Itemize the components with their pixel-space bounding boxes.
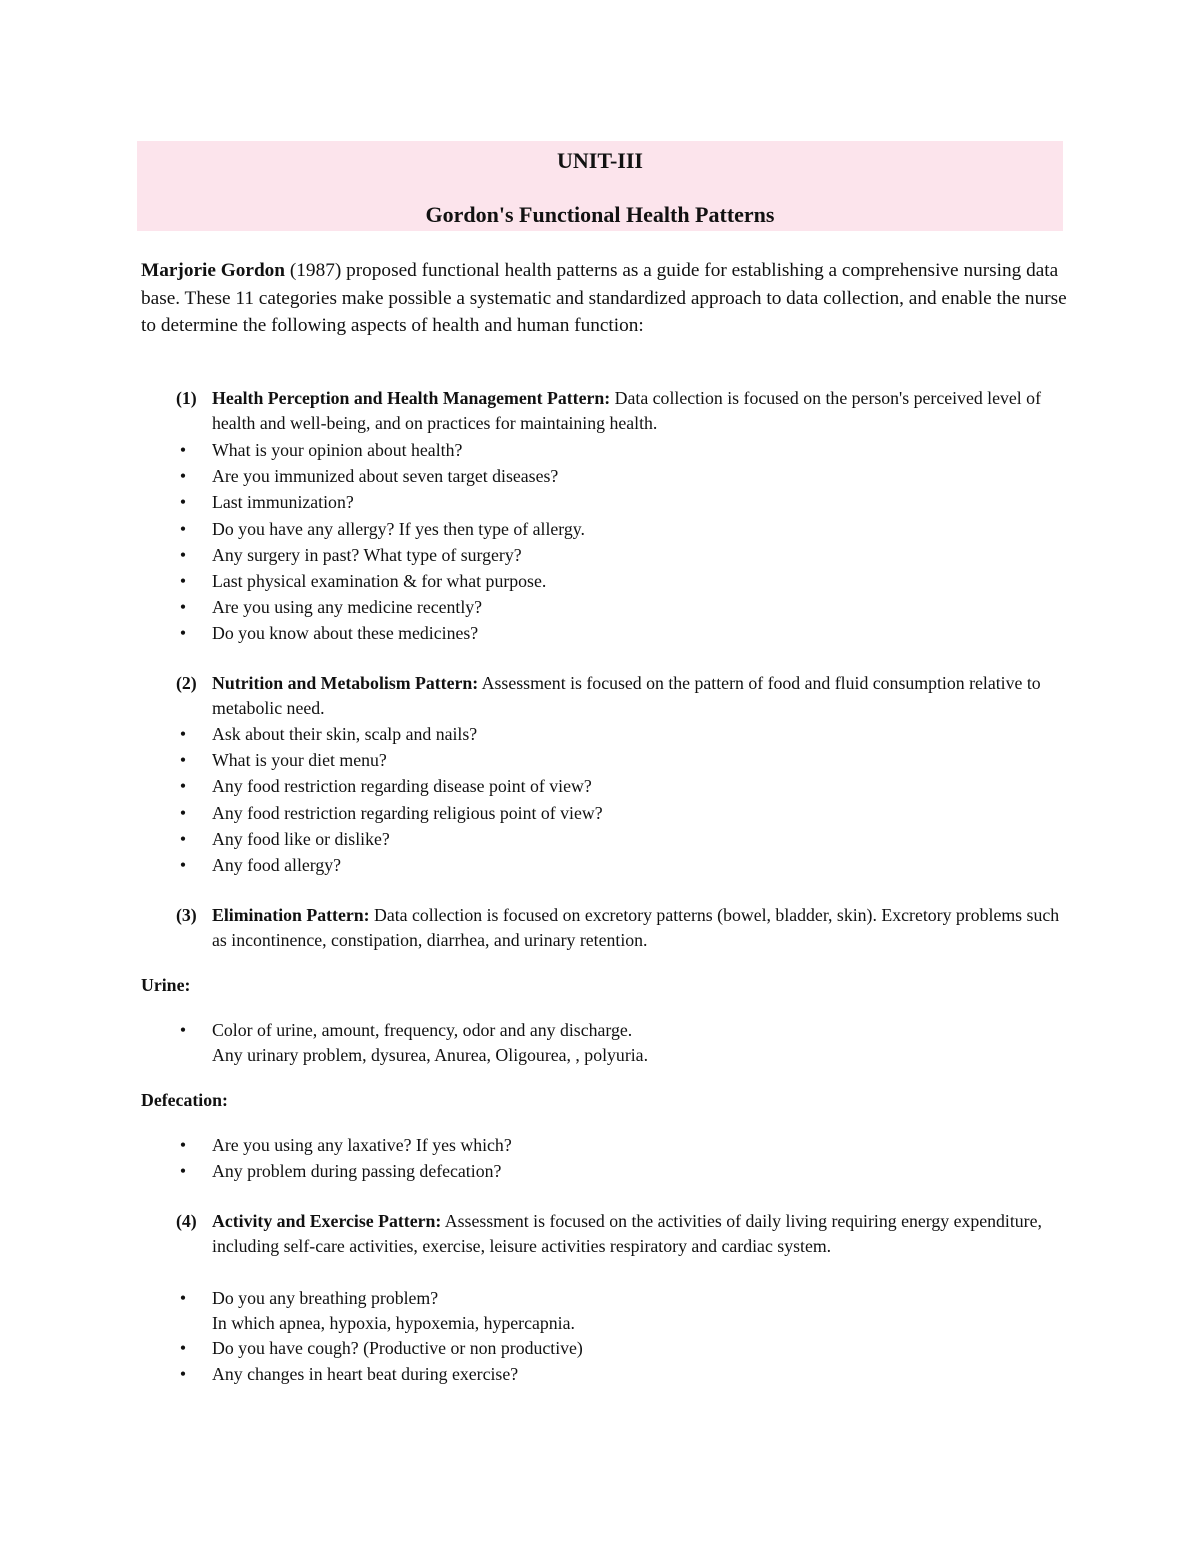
- breathing-subline: In which apnea, hypoxia, hypoxemia, hypercapnia.: [212, 1313, 575, 1334]
- list-item: • Any surgery in past? What type of surgery?: [176, 542, 1056, 568]
- list-item: • What is your diet menu?: [176, 747, 1056, 773]
- list-item: • Any food restriction regarding disease point of view?: [176, 773, 1056, 799]
- urine-label: Urine:: [141, 975, 191, 995]
- bullet-icon: •: [179, 1338, 187, 1359]
- section-2-list: [176, 721, 1056, 878]
- list-item: • Do you know about these medicines?: [176, 620, 1056, 646]
- section-1-list: [176, 437, 1056, 647]
- bullet-icon: •: [179, 1020, 187, 1040]
- bullet-icon: •: [179, 597, 187, 618]
- list-item: • Any problem during passing defecation?: [176, 1158, 1056, 1184]
- intro-text: (1987) proposed functional health patterns as a guide for establishing a comprehensive nursing data base. These 11 categories make possible a systematic and standardized approach to data collection, and enable the nurse to determine the following aspects of health and human function:: [141, 260, 1067, 336]
- list-item: • Any food allergy?: [176, 852, 1056, 878]
- list-item: • Do you have any allergy? If yes then type of allergy.: [176, 516, 1056, 542]
- defecation-label: Defecation:: [141, 1090, 228, 1110]
- list-item: • Color of urine, amount, frequency, odor and any discharge. Any urinary problem, dysurea, Anurea, Oligourea, , polyuria.: [176, 1018, 1056, 1067]
- section-desc: Assessment is focused on the pattern of food and fluid consumption relative to metabolic need.: [212, 673, 1041, 718]
- urine-subline: Any urinary problem, dysurea, Anurea, Oligourea, , polyuria.: [212, 1044, 649, 1065]
- section-desc: Data collection is focused on the person's perceived level of health and well-being, and on practices for maintaining health.: [212, 388, 1041, 433]
- header-banner: [137, 141, 1063, 231]
- section-heading: Elimination Pattern:: [212, 905, 370, 925]
- section-heading: Nutrition and Metabolism Pattern:: [212, 673, 479, 693]
- bullet-icon: •: [179, 1288, 187, 1308]
- bullet-icon: •: [179, 724, 187, 744]
- bullet-icon: •: [179, 802, 187, 823]
- author-name: Marjorie Gordon: [141, 260, 286, 281]
- list-item: • Last immunization?: [176, 489, 1056, 515]
- section-desc: Data collection is focused on excretory patterns (bowel, bladder, skin). Excretory problems such as incontinence, constipation, diarrhea, and urinary retention.: [212, 905, 1060, 950]
- list-item: • Any food like or dislike?: [176, 826, 1056, 852]
- bullet-icon: •: [179, 828, 187, 849]
- section-number: (2): [176, 673, 197, 693]
- section-desc: Assessment is focused on the activities of daily living requiring energy expenditure, including self-care activities, exercise, leisure activities respiratory and cardiac system.: [212, 1211, 1042, 1256]
- list-item: • Any changes in heart beat during exercise?: [176, 1362, 1056, 1387]
- section-heading: Activity and Exercise Pattern:: [212, 1211, 442, 1231]
- list-item: • Any food restriction regarding religious point of view?: [176, 800, 1056, 826]
- section-4: [176, 1209, 1076, 1258]
- bullet-icon: •: [179, 776, 187, 797]
- bullet-icon: •: [179, 466, 187, 487]
- section-number: (3): [176, 905, 197, 925]
- bullet-icon: •: [179, 440, 187, 460]
- bullet-icon: •: [179, 1363, 187, 1384]
- section-heading: Health Perception and Health Management Pattern:: [212, 388, 611, 408]
- unit-heading: UNIT-III: [556, 148, 643, 173]
- defecation-list: [176, 1132, 1056, 1184]
- list-item: • Last physical examination & for what purpose.: [176, 568, 1056, 594]
- bullet-icon: •: [179, 1161, 187, 1182]
- section-2: [176, 671, 1076, 720]
- intro-paragraph: [141, 257, 1071, 340]
- bullet-icon: •: [179, 750, 187, 771]
- bullet-icon: •: [179, 623, 187, 644]
- bullet-icon: •: [179, 855, 187, 876]
- bullet-icon: •: [179, 518, 187, 539]
- bullet-icon: •: [179, 544, 187, 565]
- section-number: (1): [176, 388, 197, 408]
- list-item: • Are you using any medicine recently?: [176, 594, 1056, 620]
- page-title: Gordon's Functional Health Patterns: [425, 202, 775, 227]
- list-item: • Ask about their skin, scalp and nails?: [176, 721, 1056, 747]
- list-item: • What is your opinion about health?: [176, 437, 1056, 463]
- list-item: • Are you using any laxative? If yes which?: [176, 1132, 1056, 1158]
- section-number: (4): [176, 1211, 197, 1231]
- list-item: • Are you immunized about seven target diseases?: [176, 463, 1056, 489]
- list-item: • Do you have cough? (Productive or non productive): [176, 1336, 1056, 1361]
- bullet-icon: •: [179, 571, 187, 592]
- list-item: • Do you any breathing problem? In which apnea, hypoxia, hypoxemia, hypercapnia.: [176, 1286, 1056, 1336]
- section-4-list: [176, 1286, 1056, 1387]
- bullet-icon: •: [179, 492, 187, 513]
- bullet-icon: •: [179, 1135, 187, 1155]
- section-1: [176, 386, 1076, 435]
- section-3: [176, 903, 1076, 952]
- urine-list: [176, 1018, 1056, 1067]
